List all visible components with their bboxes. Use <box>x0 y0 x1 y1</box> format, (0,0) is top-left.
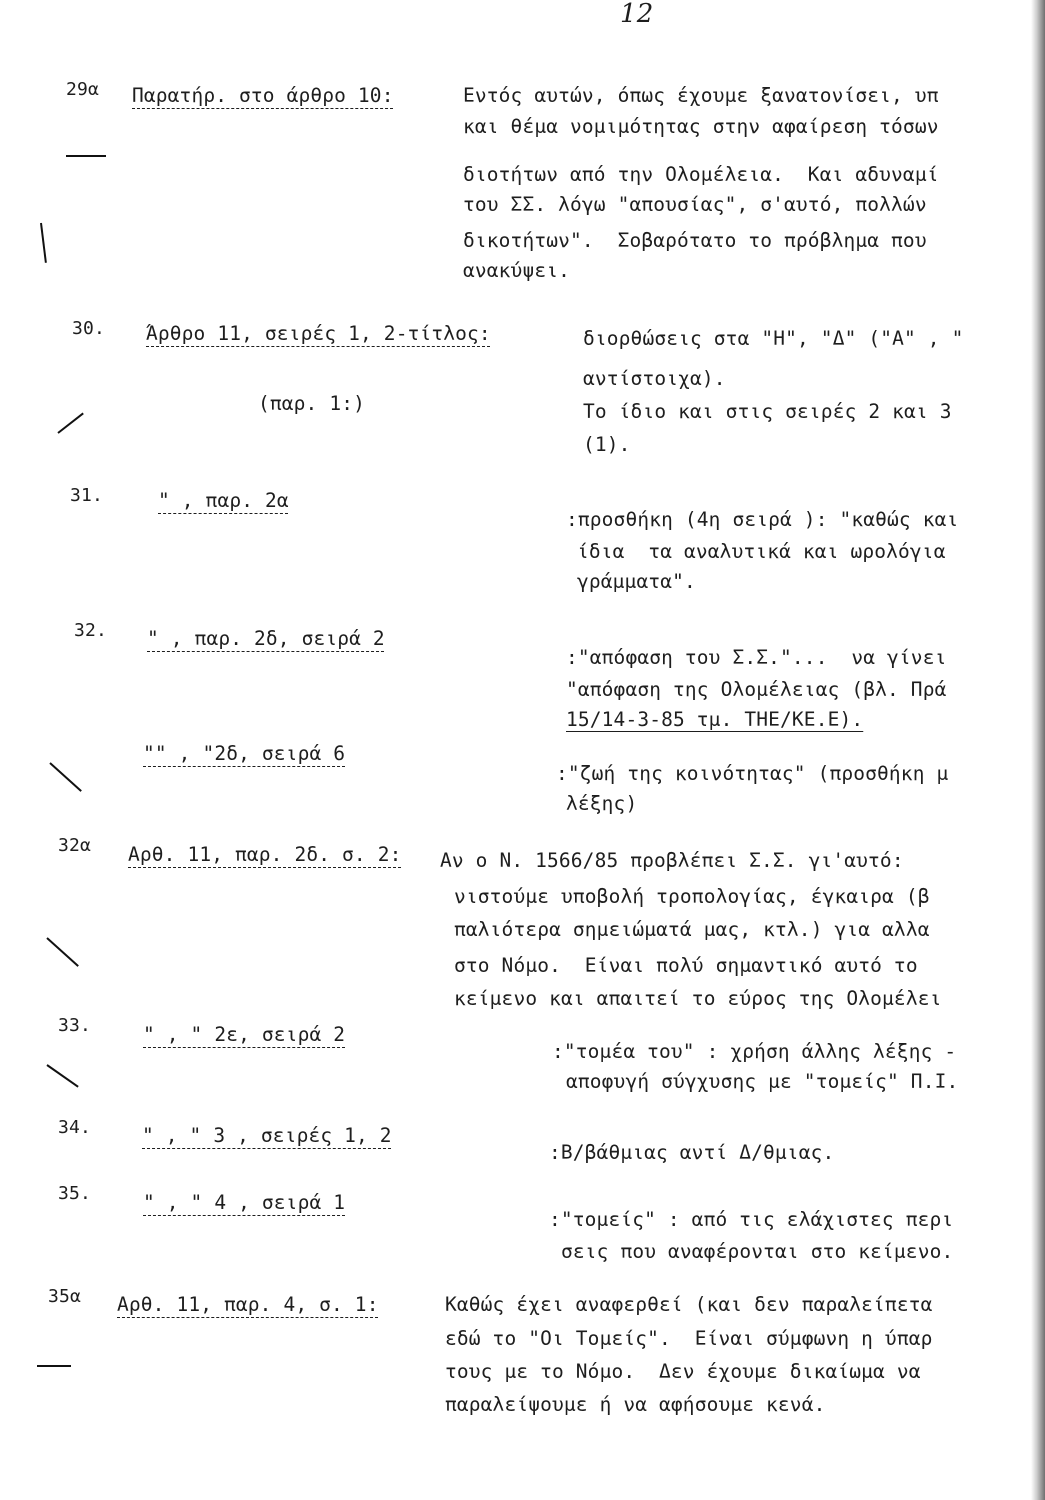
page-number: 12 <box>620 0 654 29</box>
item-text-line: κείμενο και απαιτεί το εύρος της Ολομέλει <box>454 987 942 1010</box>
margin-mark <box>66 155 106 157</box>
margin-mark <box>40 223 47 263</box>
item-text-line: και θέμα νομιμότητας στην αφαίρεση τόσων <box>463 115 939 138</box>
item-text-line: λέξης) <box>566 792 638 815</box>
item-number: 35. <box>58 1183 91 1204</box>
item-text-line: :"τομέα του" : χρήση άλλης λέξης - <box>552 1040 957 1063</box>
margin-mark <box>46 937 79 967</box>
item-reference: " , παρ. 2α <box>158 489 289 512</box>
item-text-line: Αν ο Ν. 1566/85 προβλέπει Σ.Σ. γι'αυτό: <box>440 849 904 872</box>
margin-mark <box>49 762 82 792</box>
item-reference: Παρατήρ. στο άρθρο 10: <box>132 84 394 107</box>
item-text-line: αντίστοιχα). <box>583 367 726 390</box>
item-number: 31. <box>70 485 103 506</box>
item-text-line: :"τομείς" : από τις ελάχιστες περι <box>549 1208 954 1231</box>
item-reference: Άρθρο 11, σειρές 1, 2-τίτλος: <box>146 322 491 345</box>
item-text-line: σεις που αναφέρονται στο κείμενο. <box>561 1240 954 1263</box>
margin-mark <box>37 1365 71 1367</box>
item-reference: " , παρ. 2δ, σειρά 2 <box>147 627 385 650</box>
item-text-line: 15/14-3-85 τμ. ΤΗΕ/ΚΕ.Ε). <box>566 708 864 731</box>
margin-mark <box>46 1064 78 1087</box>
item-reference: " , " 3 , σειρές 1, 2 <box>142 1124 392 1147</box>
item-text-line: νιστούμε υποβολή τροπολογίας, έγκαιρα (β <box>454 885 930 908</box>
item-text-line: :Β/βάθμιας αντί Δ/θμιας. <box>549 1141 835 1164</box>
item-text-line: διοτήτων από την Ολομέλεια. Και αδυναμί <box>463 163 939 186</box>
item-text-line: παραλείψουμε ή να αφήσουμε κενά. <box>445 1393 826 1416</box>
item-reference: Αρθ. 11, παρ. 4, σ. 1: <box>117 1293 379 1316</box>
item-text-line: εδώ το "Οι Τομείς". Είναι σύμφωνη η ύπαρ <box>445 1327 933 1350</box>
item-text-line: αποφυγή σύγχυσης με "τομείς" Π.Ι. <box>566 1070 959 1093</box>
item-text-line: :"ζωή της κοινότητας" (προσθήκη μ <box>556 762 949 785</box>
item-text-line: διορθώσεις στα "Η", "Δ" ("Α" , " <box>583 327 964 350</box>
page-edge-shadow <box>1031 0 1045 1500</box>
item-text-line: του ΣΣ. λόγω "απουσίας", σ'αυτό, πολλών <box>463 193 927 216</box>
item-text-line: ίδια τα αναλυτικά και ωρολόγια <box>577 540 946 563</box>
item-text-line: γράμματα". <box>577 570 696 593</box>
item-number: 35α <box>48 1286 81 1307</box>
item-text-line: :προσθήκη (4η σειρά ): "καθώς και <box>566 508 959 531</box>
item-text-line: Εντός αυτών, όπως έχουμε ξανατονίσει, υπ <box>463 84 939 107</box>
item-reference: Αρθ. 11, παρ. 2δ. σ. 2: <box>128 843 402 866</box>
item-text-line: (1). <box>583 433 631 456</box>
item-sub-reference: "" , "2δ, σειρά 6 <box>143 742 346 765</box>
item-number: 29α <box>66 79 99 100</box>
item-number: 32α <box>58 835 91 856</box>
item-number: 32. <box>74 620 107 641</box>
item-text-line: στο Νόμο. Είναι πολύ σημαντικό αυτό το <box>454 954 918 977</box>
item-number: 30. <box>72 318 105 339</box>
item-text-line: Το ίδιο και στις σειρές 2 και 3 <box>583 400 952 423</box>
margin-mark <box>57 413 83 434</box>
item-number: 33. <box>58 1015 91 1036</box>
item-text-line: :"απόφαση του Σ.Σ."... να γίνει <box>566 646 947 669</box>
item-text-line: ανακύψει. <box>463 259 571 282</box>
item-text-line: "απόφαση της Ολομέλειας (βλ. Πρά <box>566 678 947 701</box>
item-text-line: παλιότερα σημειώματά μας, κτλ.) για αλλα <box>454 918 930 941</box>
item-number: 34. <box>58 1117 91 1138</box>
item-text-line: Καθώς έχει αναφερθεί (και δεν παραλείπετα <box>445 1293 933 1316</box>
item-text-line: τους με το Νόμο. Δεν έχουμε δικαίωμα να <box>445 1360 921 1383</box>
item-reference: " , " 2ε, σειρά 2 <box>143 1023 346 1046</box>
item-reference: " , " 4 , σειρά 1 <box>143 1191 346 1214</box>
item-sub-reference: (παρ. 1:) <box>258 392 366 415</box>
item-text-line: δικοτήτων". Σοβαρότατο το πρόβλημα που <box>463 229 927 252</box>
